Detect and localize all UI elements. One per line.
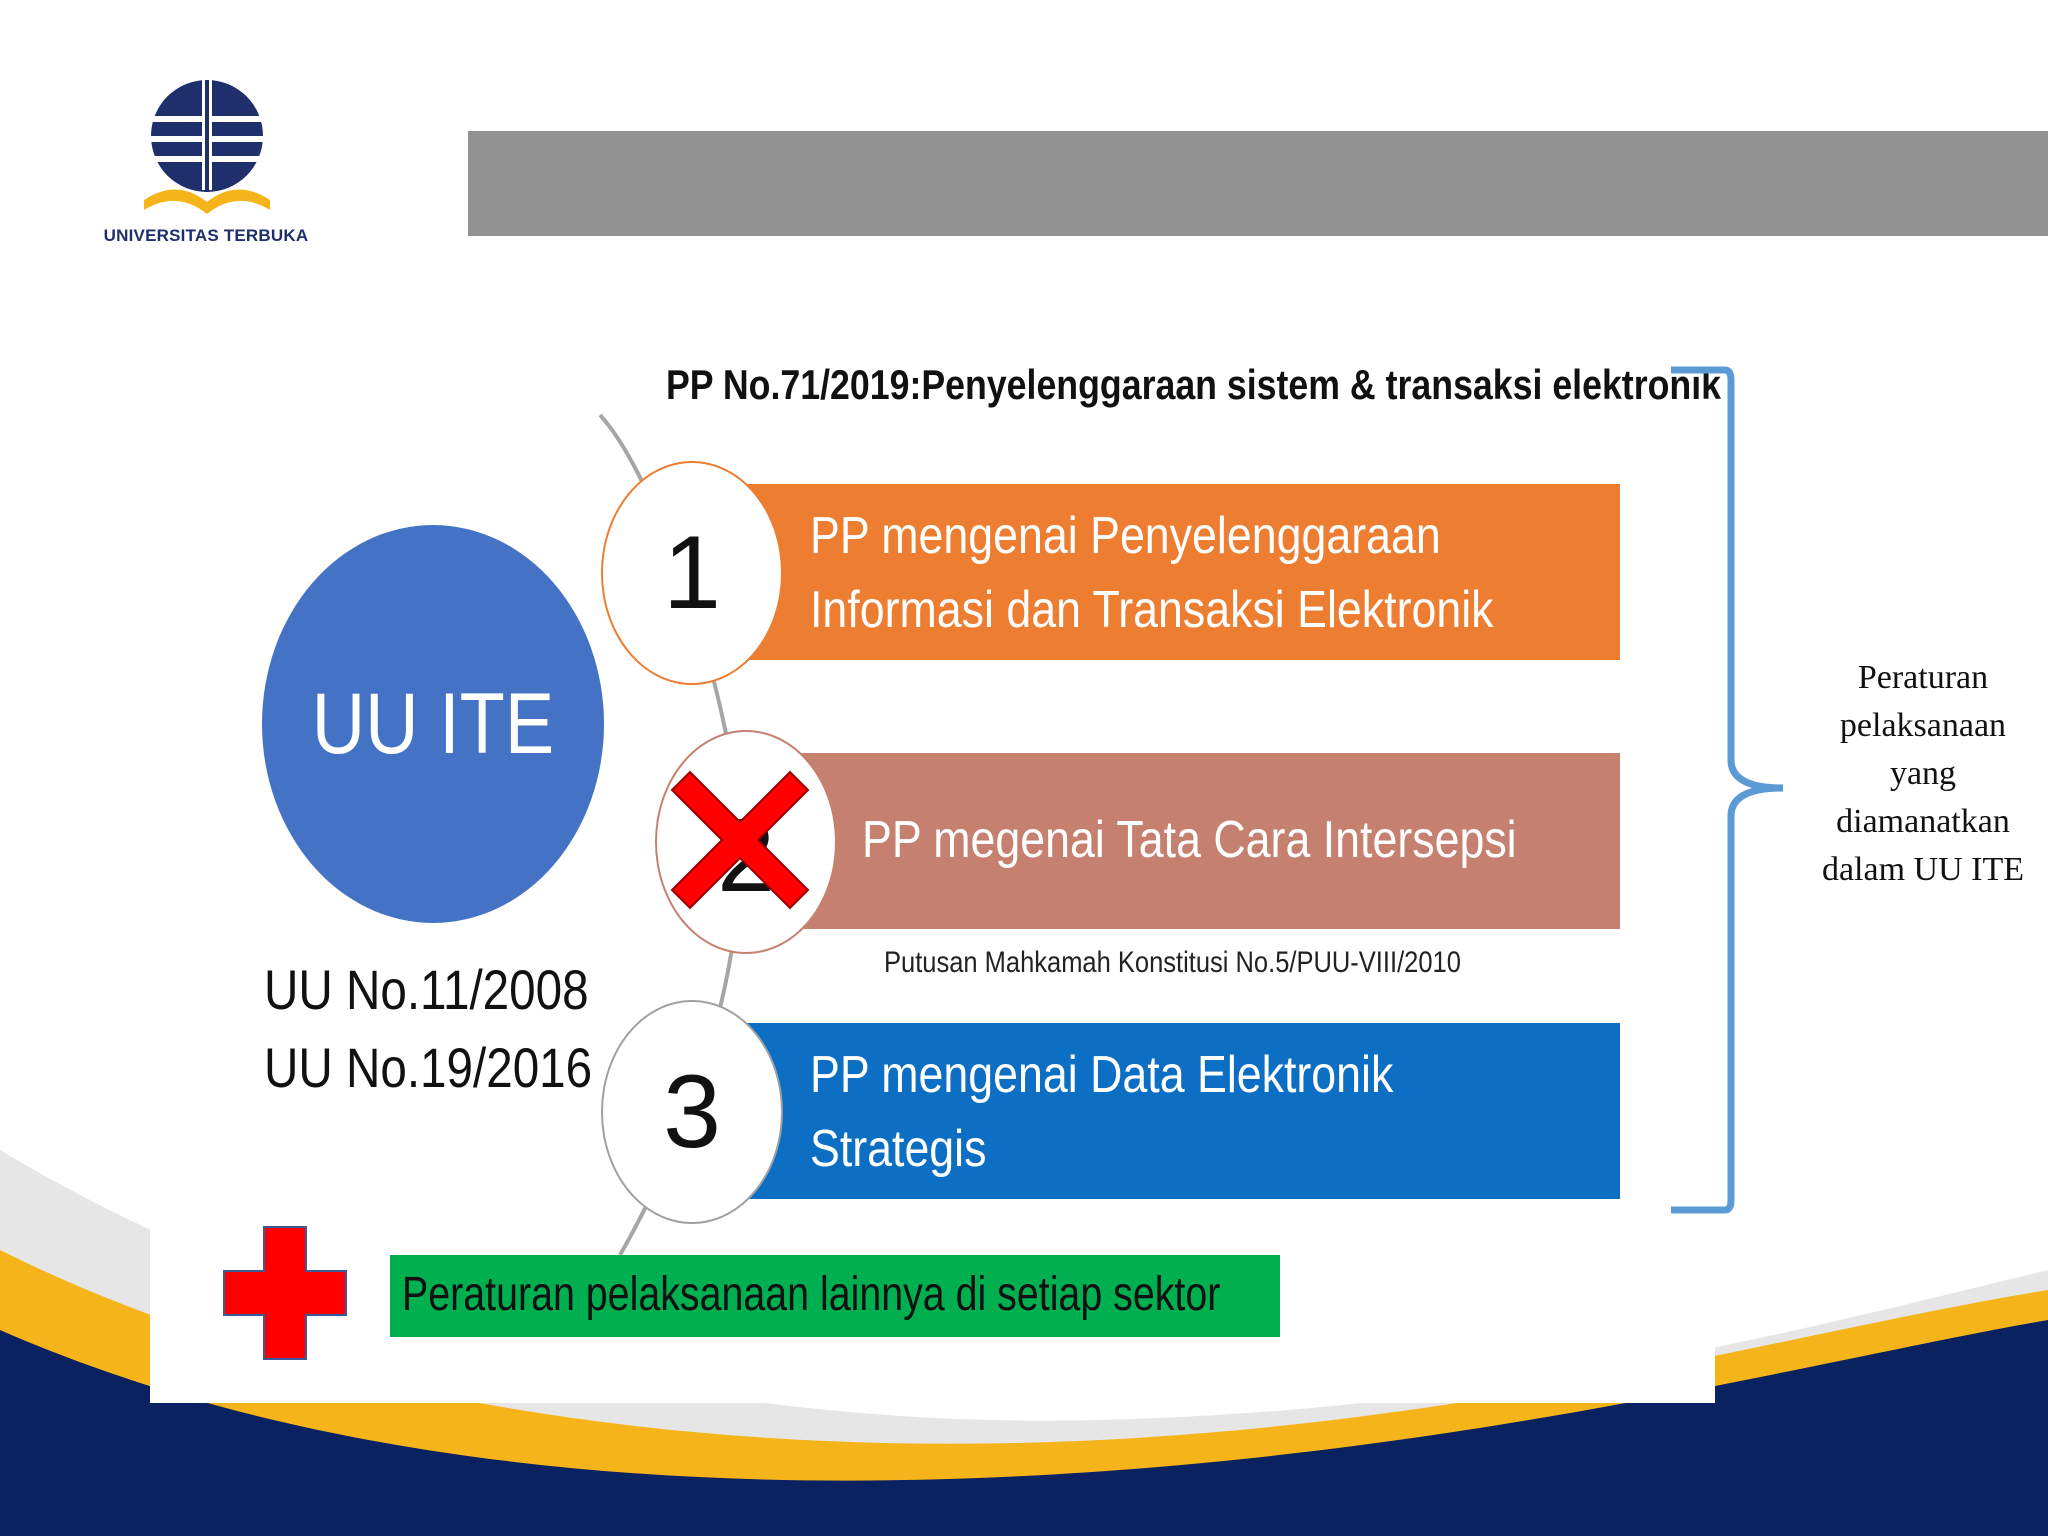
uu-law-1: UU No.11/2008 xyxy=(264,958,589,1021)
cross-mark-icon xyxy=(660,760,820,920)
side-note: Peraturan pelaksanaan yang diamanatkan dalam UU ITE xyxy=(1821,659,2025,888)
item-1-text xyxy=(810,499,1494,647)
number-circle-3 xyxy=(601,1000,783,1224)
item-3-text xyxy=(810,1038,1393,1186)
item-3-line-2: Strategis xyxy=(810,1120,987,1178)
item-2-note: Putusan Mahkamah Konstitusi No.5/PUU-VIII/2010 xyxy=(884,946,1461,979)
uu-ite-label: UU ITE xyxy=(311,675,555,772)
item-2-text xyxy=(862,803,1517,877)
number-circle-1 xyxy=(601,461,783,685)
item-box-3 xyxy=(740,1023,1620,1199)
item-box-2 xyxy=(740,753,1620,929)
uu-law-2: UU No.19/2016 xyxy=(264,1036,593,1099)
diagram-title: PP No.71/2019:Penyelenggaraan sistem & transaksi elektronik xyxy=(666,361,1721,408)
plus-icon xyxy=(222,1225,348,1361)
logo-text: UNIVERSITAS TERBUKA xyxy=(103,226,309,245)
other-regulations-text: Peraturan pelaksanaan lainnya di setiap sektor xyxy=(402,1268,1221,1321)
item-1-line-2: Informasi dan Transaksi Elektronik xyxy=(810,581,1494,639)
item-1-line-1: PP mengenai Penyelenggaraan xyxy=(810,507,1441,565)
item-3-line-1: PP mengenai Data Elektronik xyxy=(810,1046,1394,1104)
item-box-1 xyxy=(740,484,1620,660)
item-2-line-1: PP megenai Tata Cara Intersepsi xyxy=(862,811,1517,869)
number-1: 1 xyxy=(663,514,721,631)
other-regulations-box xyxy=(390,1255,1280,1337)
right-bracket xyxy=(1665,360,1785,1220)
number-3: 3 xyxy=(663,1053,721,1170)
uu-ite-circle xyxy=(262,525,604,923)
